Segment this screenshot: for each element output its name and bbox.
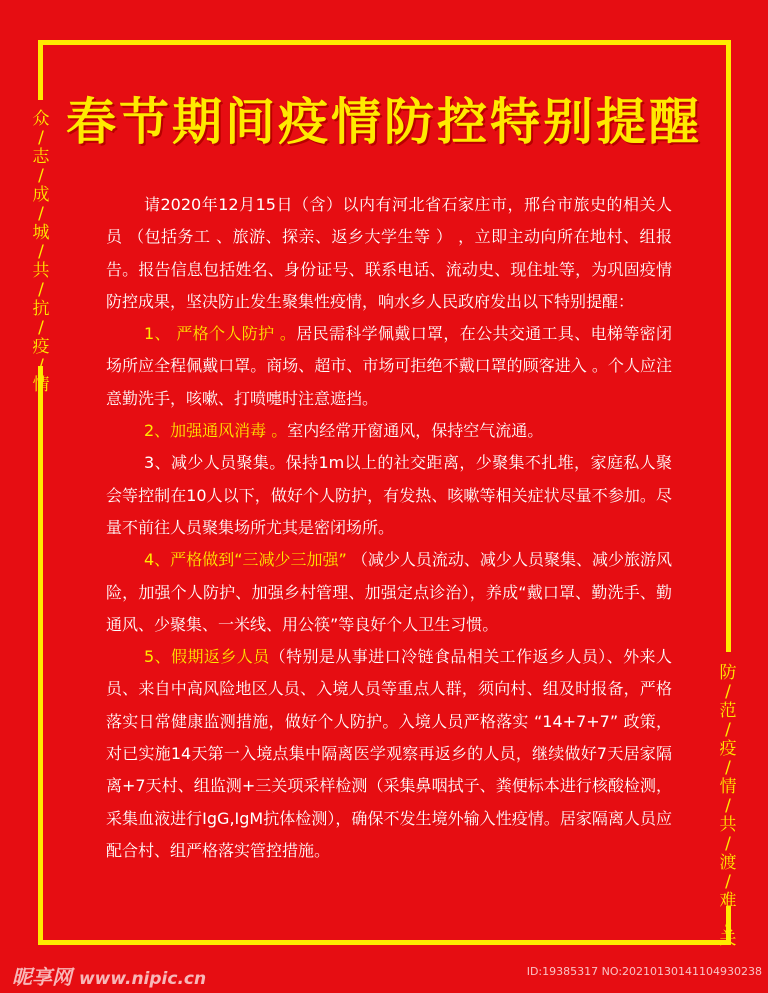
left-vertical-separator: / (38, 242, 44, 262)
watermark-url: www.nipic.cn (78, 969, 207, 989)
notice-paragraph (106, 641, 672, 867)
left-vertical-separator: / (38, 128, 44, 148)
left-vertical-char: 抗 (32, 299, 50, 319)
watermark-logo (12, 961, 206, 990)
left-vertical-char: 城 (32, 223, 50, 243)
paragraph-heading: 1、 严格个人防护 。 (144, 324, 297, 344)
right-vertical-char: 共 (719, 815, 737, 835)
left-vertical-char: 众 (32, 109, 50, 129)
right-vertical-char: 情 (719, 777, 737, 797)
frame-right-border-upper (726, 40, 731, 652)
paragraph-text: （减少人员流动、减少人员聚集、减少旅游风险，加强个人防护、加强乡村管理、加强定点诊治），养成“戴口罩、勤洗手、勤通风、少聚集、一米线、用公筷”等良好个人卫生习惯。 (106, 550, 672, 634)
right-vertical-char: 难 (719, 891, 737, 911)
left-vertical-separator: / (38, 204, 44, 224)
paragraph-text: 室内经常开窗通风，保持空气流通。 (287, 421, 544, 441)
paragraph-heading: 5、假期返乡人员 (144, 647, 270, 667)
right-vertical-char: 关 (719, 929, 737, 949)
right-vertical-slogan (717, 664, 739, 949)
left-vertical-char: 志 (32, 147, 50, 167)
paragraph-text: 居民需科学佩戴口罩，在公共交通工具、电梯等密闭场所应全程佩戴口罩。商场、超市、市场可拒绝不戴口罩的顾客进入 。个人应注意勤洗手，咳嗽、打喷嚏时注意遮挡。 (106, 324, 672, 408)
frame-top-border (38, 40, 731, 45)
right-vertical-char: 范 (719, 701, 737, 721)
notice-body (106, 189, 672, 867)
watermark-id: ID:19385317 NO:20210130141104930238 (526, 965, 762, 978)
left-vertical-char: 疫 (32, 337, 50, 357)
left-vertical-separator: / (38, 280, 44, 300)
paragraph-text: （特别是从事进口冷链食品相关工作返乡人员）、外来人员、来自中高风险地区人员、入境人员等重点人群，须向村、组及时报备，严格落实日常健康监测措施，做好个人防护。入境人员严格落实 “14+7+7” 政策，对已实施14天第一入境点集中隔离医学观察再返乡的人员，继续做好7天居家隔离+7天村、组监测+三关项采样检测（采集鼻咽拭子、粪便标本进行核酸检测，采集血液进行IgG,IgM抗体检测），确保不发生境外输入性疫情。居家隔离人员应配合村、组严格落实管控措施。 (106, 647, 672, 860)
left-vertical-char: 成 (32, 185, 50, 205)
right-vertical-separator: / (725, 910, 731, 930)
left-vertical-separator: / (38, 356, 44, 376)
watermark-brand: 昵享网 (12, 965, 72, 989)
notice-paragraph (106, 447, 672, 544)
notice-paragraph (106, 189, 672, 318)
right-vertical-char: 渡 (719, 853, 737, 873)
right-vertical-separator: / (725, 682, 731, 702)
left-vertical-separator: / (38, 166, 44, 186)
right-vertical-separator: / (725, 796, 731, 816)
right-vertical-char: 疫 (719, 739, 737, 759)
left-vertical-slogan (30, 110, 52, 395)
right-vertical-separator: / (725, 720, 731, 740)
frame-bottom-border (38, 940, 731, 945)
right-vertical-separator: / (725, 872, 731, 892)
notice-paragraph (106, 318, 672, 415)
paragraph-text: 3、减少人员聚集。保持1m以上的社交距离，少聚集不扎堆，家庭私人聚会等控制在10人以下，做好个人防护，有发热、咳嗽等相关症状尽量不参加。尽量不前往人员聚集场所尤其是密闭场所。 (106, 453, 672, 537)
paragraph-heading: 2、加强通风消毒 。 (144, 421, 288, 441)
frame-left-border-upper (38, 40, 43, 100)
right-vertical-separator: / (725, 834, 731, 854)
left-vertical-separator: / (38, 318, 44, 338)
notice-paragraph (106, 544, 672, 641)
right-vertical-char: 防 (719, 663, 737, 683)
frame-left-border-lower (38, 366, 43, 944)
page-title: 春节期间疫情防控特别提醒 (66, 93, 702, 151)
left-vertical-char: 共 (32, 261, 50, 281)
left-vertical-char: 情 (32, 375, 50, 395)
notice-paragraph (106, 415, 672, 447)
right-vertical-separator: / (725, 758, 731, 778)
paragraph-heading: 4、严格做到“三减少三加强” (144, 550, 352, 570)
paragraph-text: 请2020年12月15日（含）以内有河北省石家庄市，邢台市旅史的相关人员 （包括务工 、旅游、探亲、返乡大学生等 ） ，立即主动向所在地村、组报告。报告信息包括姓名、身份证号、联系电话、流动史、现住址等，为巩固疫情防控成果，坚决防止发生聚集性疫情，响水乡人民政府发出以下特别提醒： (106, 195, 672, 311)
